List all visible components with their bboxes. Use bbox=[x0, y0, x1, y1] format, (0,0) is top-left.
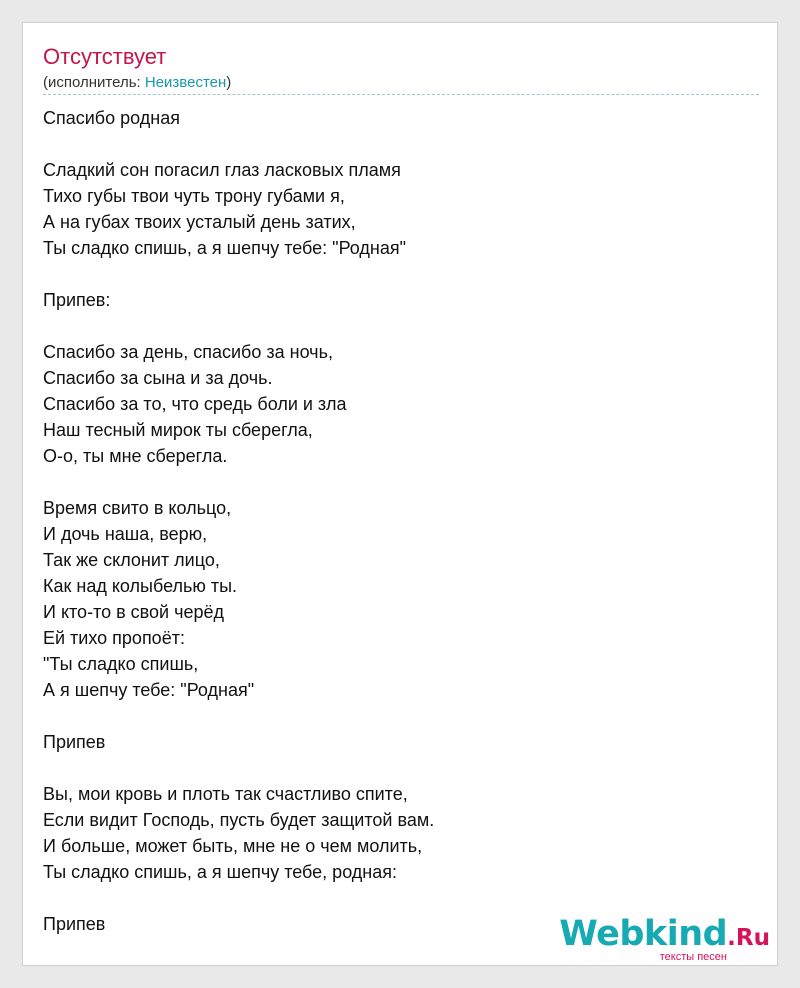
lyric-blank-line bbox=[43, 261, 759, 287]
lyric-line: А я шепчу тебе: "Родная" bbox=[43, 680, 255, 700]
lyric-blank-line bbox=[43, 703, 759, 729]
lyric-line: Ей тихо пропоёт: bbox=[43, 628, 185, 648]
lyric-line: А на губах твоих усталый день затих, bbox=[43, 212, 356, 232]
lyric-line: Сладкий сон погасил глаз ласковых пламя bbox=[43, 160, 401, 180]
lyric-line: О-о, ты мне сберегла. bbox=[43, 446, 228, 466]
lyric-line: Вы, мои кровь и плоть так счастливо спите, bbox=[43, 784, 408, 804]
lyric-line: Если видит Господь, пусть будет защитой вам. bbox=[43, 810, 435, 830]
lyric-line: И дочь наша, верю, bbox=[43, 524, 208, 544]
lyric-line: "Ты сладко спишь, bbox=[43, 654, 199, 674]
lyric-blank-line bbox=[43, 313, 759, 339]
lyric-blank-line bbox=[43, 885, 759, 911]
lyric-line: Спасибо родная bbox=[43, 108, 180, 128]
lyric-line: Как над колыбелью ты. bbox=[43, 576, 238, 596]
lyrics-body bbox=[43, 105, 759, 937]
lyric-line: Так же склонит лицо, bbox=[43, 550, 220, 570]
lyric-blank-line bbox=[43, 131, 759, 157]
lyric-line: Припев: bbox=[43, 290, 111, 310]
logo-main-text: Webkind bbox=[559, 914, 728, 954]
lyric-line: Наш тесный мирок ты сберегла, bbox=[43, 420, 313, 440]
logo-wordmark bbox=[559, 916, 770, 956]
lyric-line: Припев bbox=[43, 914, 106, 934]
site-logo[interactable] bbox=[559, 916, 770, 963]
song-title: Отсутствует bbox=[43, 44, 167, 69]
lyric-blank-line bbox=[43, 755, 759, 781]
lyric-line: И кто-то в свой черёд bbox=[43, 602, 225, 622]
lyric-line: И больше, может быть, мне не о чем молить, bbox=[43, 836, 423, 856]
lyric-blank-line bbox=[43, 469, 759, 495]
logo-tagline: тексты песен bbox=[659, 951, 727, 963]
artist-prefix: (исполнитель: bbox=[43, 74, 145, 91]
artist-line bbox=[43, 73, 231, 93]
lyric-line: Тихо губы твои чуть трону губами я, bbox=[43, 186, 345, 206]
logo-tld: .Ru bbox=[727, 925, 770, 951]
lyric-line: Спасибо за день, спасибо за ночь, bbox=[43, 342, 333, 362]
lyric-line: Ты сладко спишь, а я шепчу тебе, родная: bbox=[43, 862, 398, 882]
lyric-line: Время свито в кольцо, bbox=[43, 498, 232, 518]
artist-link[interactable]: Неизвестен bbox=[144, 74, 227, 91]
lyrics-card bbox=[22, 22, 778, 966]
lyric-line: Припев bbox=[43, 732, 106, 752]
lyric-line: Ты сладко спишь, а я шепчу тебе: "Родная" bbox=[43, 238, 406, 258]
lyric-line: Спасибо за то, что средь боли и зла bbox=[43, 394, 347, 414]
artist-suffix: ) bbox=[226, 74, 232, 91]
title-divider bbox=[43, 94, 759, 95]
lyric-line: Спасибо за сына и за дочь. bbox=[43, 368, 273, 388]
